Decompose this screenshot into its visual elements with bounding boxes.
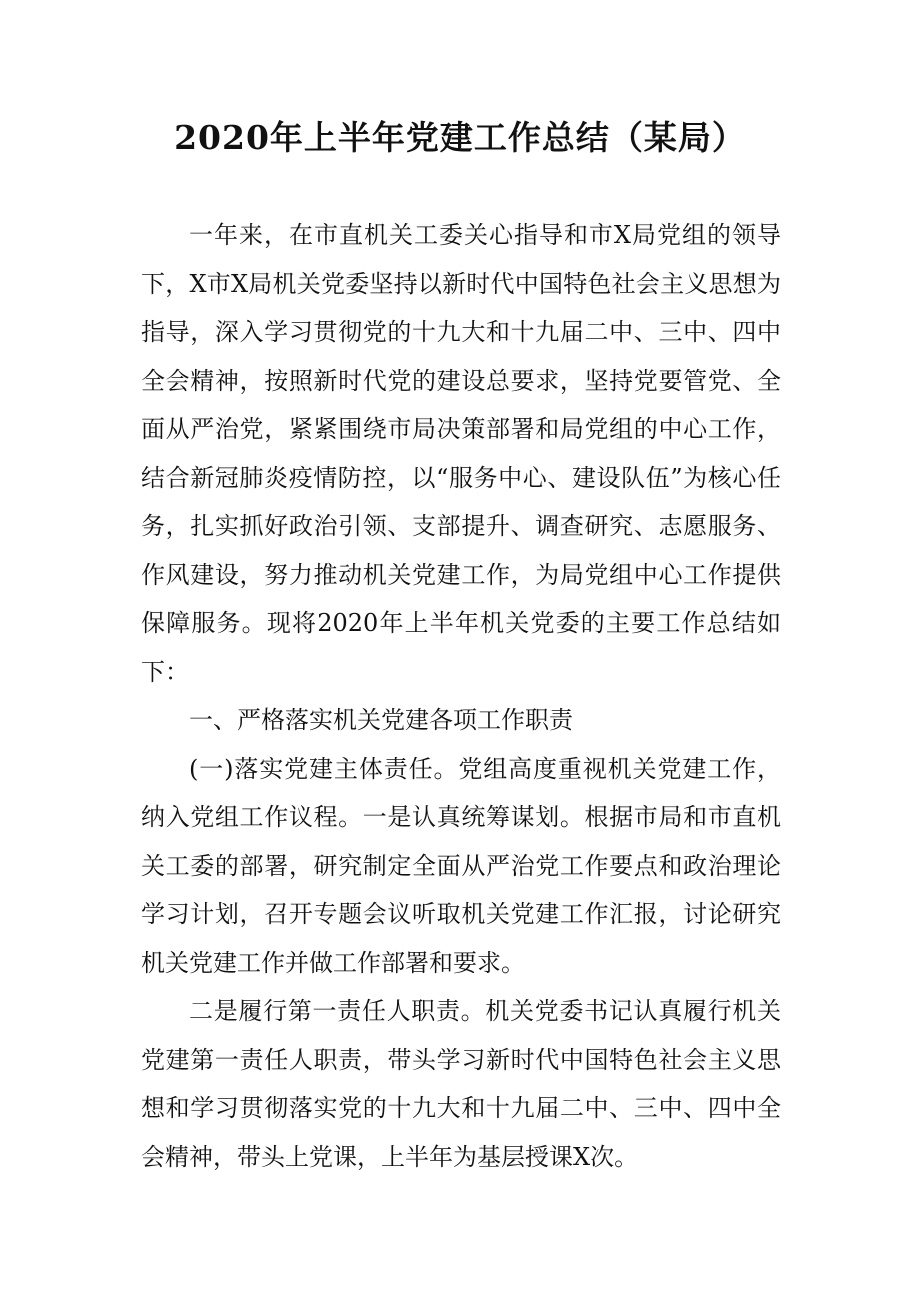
paragraph-intro: 一年来，在市直机关工委关心指导和市X局党组的领导下，X市X局机关党委坚持以新时代中国特色社会主义思想为指导，深入学习贯彻党的十九大和十九届二中、三中、四中全会精神，按照新时代党的建设总要求，坚持党要管党、全面从严治党，紧紧围绕市局决策部署和局党组的中心工作，结合新冠肺炎疫情防控，以“服务中心、建设队伍”为核心任务，扎实抓好政治引领、支部提升、调查研究、志愿服务、作风建设，努力推动机关党建工作，为局党组中心工作提供保障服务。现将2020年上半年机关党委的主要工作总结如下： xyxy=(141,221,781,686)
paragraph-subsection-1: (一)落实党建主体责任。党组高度重视机关党建工作，纳入党组工作议程。一是认真统筹谋划。根据市局和市直机关工委的部署，研究制定全面从严治党工作要点和政治理论学习计划，召开专题会议听取机关党建工作汇报，讨论研究机关党建工作并做工作部署和要求。 xyxy=(141,754,781,977)
paragraph-second-point: 二是履行第一责任人职责。机关党委书记认真履行机关党建第一责任人职责，带头学习新时代中国特色社会主义思想和学习贯彻落实党的十九大和十九届二中、三中、四中全会精神，带头上党课，上半年为基层授课X次。 xyxy=(141,997,781,1171)
section-heading-1: 一、严格落实机关党建各项工作职责 xyxy=(189,706,573,734)
document-body xyxy=(141,211,781,1181)
document-title: 2020年上半年党建工作总结（某局） xyxy=(174,118,746,157)
